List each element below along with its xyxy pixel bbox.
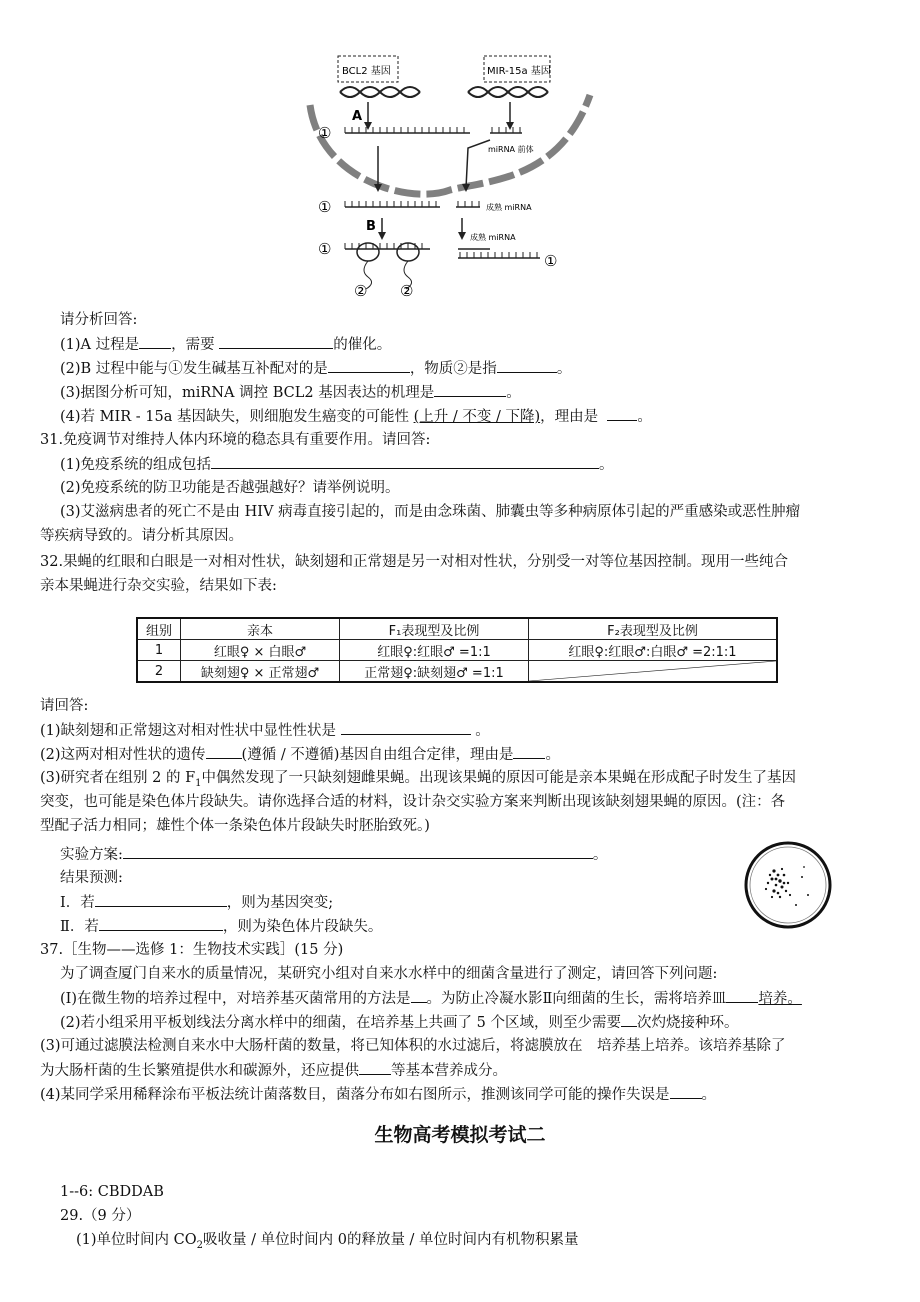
answer-q29-part1: (1)单位时间内 $CO_2$吸收量 / 单位时间内 0的释放量 / 单位时间内有机物积累量	[76, 1232, 579, 1251]
q30-part4: (4)若 MIR - 15a 基因缺失，则细胞发生癌变的可能性 (上升 / 不变 / 下降)，理由是 。	[60, 406, 908, 427]
blank[interactable]	[359, 1060, 391, 1075]
q32-plan: 实验方案: 。	[60, 844, 908, 865]
q37-part2: (2)若小组采用平板划线法分离水样中的细菌，在培养基上共画了 5 个区域，则至少需要 次灼烧接种环。	[60, 1012, 908, 1033]
blank[interactable]	[206, 744, 242, 759]
q32-stem-line2: 亲本果蝇进行杂交实验，结果如下表:	[40, 578, 277, 594]
table-header-cell: 组别	[137, 618, 181, 640]
q30-part3: (3)据图分析可知，miRNA 调控 BCL2 基因表达的机理是 。	[60, 382, 908, 403]
q37-stem: 37.［生物——选修 1：生物技术实践］(15 分)	[40, 942, 344, 958]
blank[interactable]	[513, 744, 545, 759]
q32-part3-line2: 突变，也可能是染色体片段缺失。请你选择合适的材料，设计杂交实验方案来判断出现该缺刻翅果蝇的原因。(注：各	[40, 794, 786, 810]
mark-1-right: ①	[544, 252, 558, 270]
table-cell-diagonal	[529, 661, 778, 683]
q32-part1: (1)缺刻翅和正常翅这对相对性状中显性性状是 。	[40, 720, 888, 741]
cross-results-table	[136, 617, 778, 683]
mature-mirna-label-1: 成熟 miRNA	[486, 203, 532, 212]
q31-part3-line2: 等疾病导致的。请分析其原因。	[40, 528, 243, 544]
petri-dish-colony-image	[738, 835, 838, 935]
blank[interactable]	[219, 334, 333, 349]
blank[interactable]	[139, 334, 171, 349]
blank[interactable]	[328, 358, 410, 373]
table-cell: 红眼♀:红眼♂:白眼♂ =2:1:1	[529, 640, 778, 661]
table-cell: 缺刻翅♀ × 正常翅♂	[181, 661, 340, 683]
q30-part1: (1)A 过程是 ，需要 的催化。	[60, 334, 908, 355]
blank[interactable]	[434, 382, 506, 397]
q31-part3-line1: (3)艾滋病患者的死亡不是由 HIV 病毒直接引起的，而是由念珠菌、肺囊虫等多种病原体引起的严重感染或恶性肿瘤	[60, 504, 801, 520]
blank[interactable]	[99, 916, 223, 931]
blank[interactable]	[607, 406, 637, 421]
q37-part4: (4)某同学采用稀释涂布平板法统计菌落数目，菌落分布如右图所示，推测该同学可能的操作失误是 。	[40, 1084, 888, 1105]
blank[interactable]	[95, 892, 227, 907]
q37-part3-line1: (3)可通过滤膜法检测自来水中大肠杆菌的数量，将已知体积的水过滤后，将滤膜放在 培养基上培养。该培养基除了	[40, 1038, 786, 1054]
table-cell: 1	[137, 640, 181, 661]
label-b: B	[366, 219, 376, 234]
q32-answer-intro: 请回答:	[40, 698, 89, 714]
label-a: A	[352, 109, 363, 124]
q37-intro: 为了调查厦门自来水的质量情况，某研究小组对自来水水样中的细菌含量进行了测定，请回答下列问题:	[60, 966, 718, 982]
q32-stem-line1: 32.果蝇的红眼和白眼是一对相对性状，缺刻翅和正常翅是另一对相对性状，分别受一对等位基因控制。现用一些纯合	[40, 554, 789, 570]
table-cell: 2	[137, 661, 181, 683]
table-cell: 正常翅♀:缺刻翅♂ =1:1	[340, 661, 529, 683]
answer-mc: 1--6: CBDDAB	[60, 1184, 164, 1200]
q30-intro: 请分析回答:	[60, 312, 138, 328]
mark-1-bottom: ①	[318, 240, 332, 258]
q30-part4-options: (上升 / 不变 / 下降)	[413, 409, 541, 425]
table-header-cell: F₁表现型及比例	[340, 618, 529, 640]
table-cell: 红眼♀:红眼♂ =1:1	[340, 640, 529, 661]
mature-mirna-label-2: 成熟 miRNA	[470, 233, 516, 242]
blank[interactable]	[123, 844, 593, 859]
ribosome-1	[357, 243, 379, 261]
table-header-cell: 亲本	[181, 618, 340, 640]
q37-part3-line2: 为大肠杆菌的生长繁殖提供水和碳源外，还应提供 等基本营养成分。	[40, 1060, 888, 1081]
q32-predict: 结果预测:	[60, 870, 123, 886]
q31-part2: (2)免疫系统的防卫功能是否越强越好？请举例说明。	[60, 480, 400, 496]
precursor-label: miRNA 前体	[488, 145, 534, 154]
blank[interactable]	[497, 358, 557, 373]
blank[interactable]	[621, 1012, 637, 1027]
table-cell: 红眼♀ × 白眼♂	[181, 640, 340, 661]
q30-part2: (2)B 过程中能与①发生碱基互补配对的是 ，物质②是指 。	[60, 358, 908, 379]
mir15a-gene-label: MIR-15a 基因	[487, 66, 551, 77]
mark-2-left: ②	[354, 282, 368, 300]
blank[interactable]	[670, 1084, 702, 1099]
bcl2-gene-label: BCL2 基因	[342, 66, 391, 77]
q31-stem: 31.免疫调节对维持人体内环境的稳态具有重要作用。请回答:	[40, 432, 431, 448]
table-header-row	[137, 618, 777, 640]
mirna-regulation-diagram	[290, 40, 610, 302]
table-row	[137, 640, 777, 661]
blank[interactable]	[341, 720, 471, 735]
table-row	[137, 661, 777, 683]
answer-q29-heading: 29.（9 分）	[60, 1208, 141, 1224]
q37-part1: (I)在微生物的培养过程中，对培养基灭菌常用的方法是 。为防止冷凝水影Ⅱ向细菌的生长，需将培养皿 培养。	[60, 988, 908, 1009]
q32-part3-line1: (3)研究者在组别 2 的 $F_1$中偶然发现了一只缺刻翅雌果蝇。出现该果蝇的原因可能是亲本果蝇在形成配子时发生了基因	[40, 770, 797, 789]
answer-section-title: 生物高考模拟考试二	[374, 1124, 546, 1146]
blank[interactable]	[211, 454, 599, 469]
table-header-cell: F₂表现型及比例	[529, 618, 778, 640]
q32-result1: I．若 ，则为基因突变;	[60, 892, 908, 913]
q31-part1: (1)免疫系统的组成包括 。	[60, 454, 908, 475]
q32-part3-line3: 型配子活力相同；雄性个体一条染色体片段缺失时胚胎致死。)	[40, 818, 430, 834]
q32-result2: Ⅱ．若 ，则为染色体片段缺失。	[60, 916, 908, 937]
mark-1-middle: ①	[318, 198, 332, 216]
mark-1-top: ①	[318, 124, 332, 142]
blank[interactable]	[411, 988, 427, 1003]
blank[interactable]	[726, 988, 758, 1003]
mark-2-right: ②	[400, 282, 414, 300]
q32-part2: (2)这两对相对性状的遗传 (遵循 / 不遵循)基因自由组合定律，理由是 。	[40, 744, 888, 765]
